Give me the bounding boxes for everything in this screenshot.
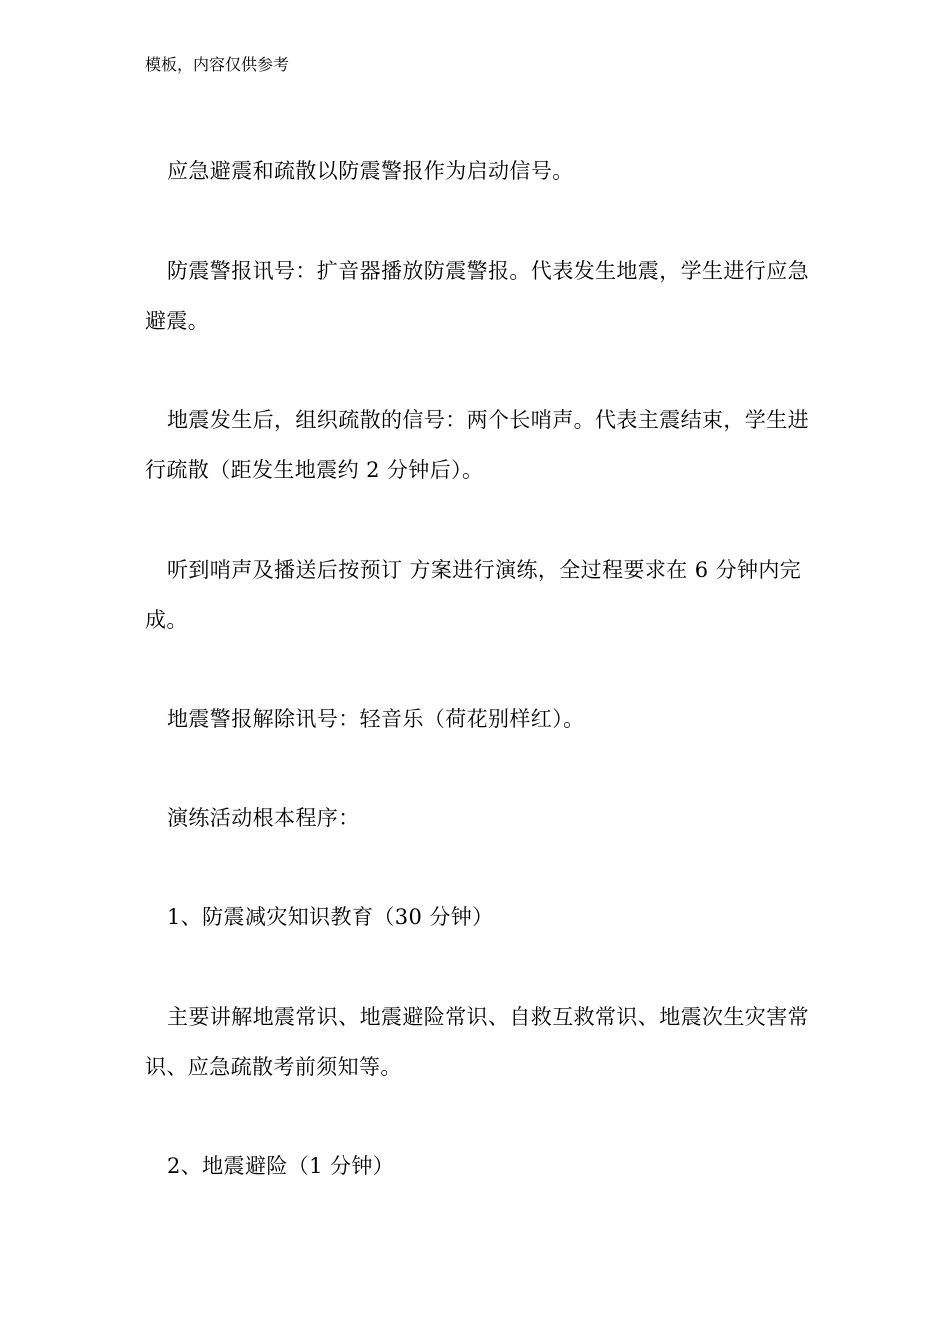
paragraph-step-2-title: 2、地震避险（1 分钟）	[167, 1154, 395, 1178]
paragraph-start-signal: 应急避震和疏散以防震警报作为启动信号。	[167, 159, 574, 183]
paragraph-step-1-content: 主要讲解地震常识、地震避险常识、自救互救常识、地震次生灾害常识、应急疏散考前须知等。	[145, 1005, 809, 1079]
paragraph-step-1-title: 1、防震减灾知识教育（30 分钟）	[167, 905, 494, 929]
paragraph-alarm-signal: 防震警报讯号：扩音器播放防震警报。代表发生地震，学生进行应急避震。	[145, 259, 809, 333]
paragraph-evacuation-signal: 地震发生后，组织疏散的信号：两个长哨声。代表主震结束，学生进行疏散（距发生地震约 2 分钟后）。	[145, 408, 809, 482]
paragraph-procedure-heading: 演练活动根本程序：	[167, 806, 360, 830]
page-header-note: 模板，内容仅供参考	[145, 55, 290, 74]
paragraph-alarm-cancel: 地震警报解除讯号：轻音乐（荷花别样红）。	[167, 707, 585, 731]
paragraph-drill-time: 听到哨声及播送后按预订 方案进行演练，全过程要求在 6 分钟内完成。	[145, 558, 802, 632]
